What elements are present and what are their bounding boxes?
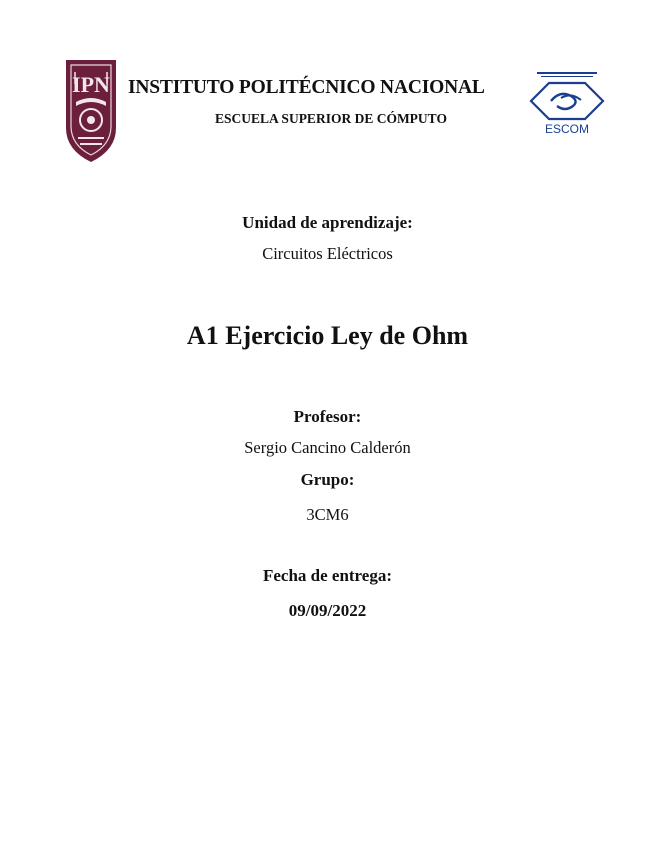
svg-text:IPN: IPN (72, 72, 110, 97)
grupo-label: Grupo: (300, 470, 355, 489)
institution-name: INSTITUTO POLITÉCNICO NACIONAL (128, 77, 485, 98)
ipn-emblem-icon (62, 58, 120, 164)
svg-text:ESCOM: ESCOM (544, 122, 590, 136)
fecha-label: Fecha de entrega: (262, 566, 393, 585)
school-name: ESCUELA SUPERIOR DE CÓMPUTO (215, 111, 447, 126)
grupo-value: 3CM6 (306, 505, 349, 524)
unidad-value: Circuitos Eléctricos (262, 244, 393, 263)
unidad-label: Unidad de aprendizaje: (242, 213, 413, 232)
escom-logo-icon (527, 68, 607, 136)
profesor-value: Sergio Cancino Calderón (244, 438, 411, 457)
fecha-value: 09/09/2022 (288, 601, 367, 620)
document-title: A1 Ejercicio Ley de Ohm (186, 321, 469, 350)
profesor-label: Profesor: (293, 407, 362, 426)
